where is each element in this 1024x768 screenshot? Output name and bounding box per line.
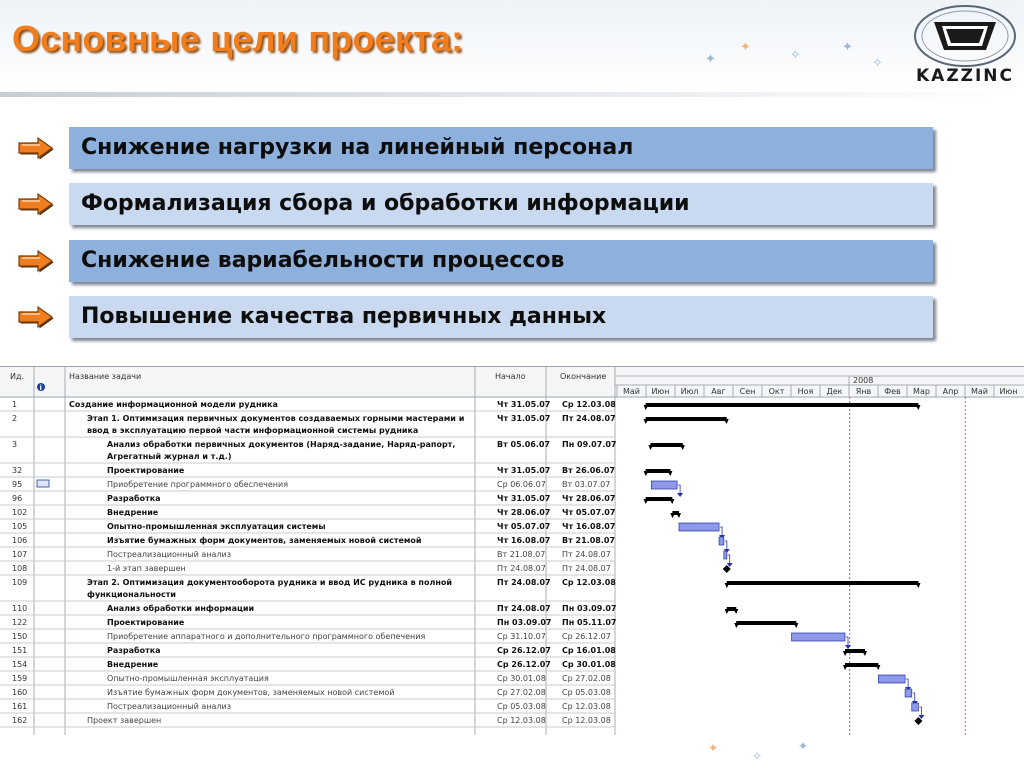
dependency-arrow — [678, 485, 680, 494]
summary-bar-cap — [915, 583, 920, 588]
row-id: 106 — [12, 536, 28, 545]
task-start-date: Чт 28.06.07 — [497, 508, 551, 517]
goal-item: Снижение нагрузки на линейный персонал — [69, 127, 933, 169]
sparkle-icon: ✦ — [740, 40, 751, 55]
summary-bar — [736, 621, 796, 625]
summary-bar-cap — [644, 405, 649, 410]
month-label: Июл — [680, 387, 699, 396]
task-name: Опытно-промышленная эксплуатация — [107, 674, 269, 683]
task-finish-date: Ср 30.01.08 — [562, 660, 616, 669]
month-label: Июн — [999, 387, 1018, 396]
task-name: Внедрение — [107, 508, 159, 517]
row-id: 2 — [12, 414, 18, 423]
task-start-date: Чт 31.05.07 — [497, 400, 551, 409]
month-label: Авг — [711, 387, 726, 396]
summary-bar-cap — [915, 405, 920, 410]
summary-bar-cap — [644, 471, 649, 476]
task-start-date: Пт 24.08.07 — [497, 604, 551, 613]
row-id: 102 — [12, 508, 28, 517]
task-finish-date: Ср 16.01.08 — [562, 646, 616, 655]
month-label: Апр — [942, 387, 959, 396]
task-finish-date: Ср 12.03.08 — [562, 578, 616, 587]
arrow-right-icon — [16, 192, 56, 216]
note-icon — [37, 480, 49, 487]
task-finish-date: Вт 21.08.07 — [562, 536, 615, 545]
row-id: 150 — [12, 632, 28, 641]
task-name: Этап 2. Оптимизация документооборота рудника и ввод ИС рудника в полной — [87, 578, 452, 587]
month-label: Май — [970, 387, 989, 396]
row-id: 154 — [12, 660, 28, 669]
summary-bar-cap — [724, 419, 729, 424]
month-label: Май — [622, 387, 641, 396]
task-start-date: Пн 03.09.07 — [497, 618, 552, 627]
task-start-date: Ср 05.03.08 — [497, 702, 546, 711]
row-id: 159 — [12, 674, 28, 683]
task-bar — [651, 481, 677, 489]
svg-text:✦: ✦ — [798, 739, 809, 753]
row-id: 3 — [12, 440, 18, 449]
task-bar — [792, 633, 845, 641]
column-header-id: Ид. — [10, 372, 25, 381]
task-name: Изъятие бумажных форм документов, заменяемых новой системой — [107, 536, 422, 545]
task-finish-date: Ср 12.03.08 — [562, 702, 611, 711]
task-name: Анализ обработки первичных документов (Наряд-задание, Наряд-рапорт, — [107, 440, 456, 449]
task-name-line2: ввод в эксплуатацию первой части информационной системы рудника — [87, 426, 419, 435]
task-finish-date: Вт 03.07.07 — [562, 480, 611, 489]
summary-bar-cap — [875, 665, 880, 670]
task-start-date: Ср 06.06.07 — [497, 480, 546, 489]
row-id: 95 — [12, 480, 23, 489]
summary-bar — [845, 649, 865, 653]
summary-bar-cap — [725, 609, 730, 614]
task-finish-date: Вт 26.06.07 — [562, 466, 615, 475]
row-id: 108 — [12, 564, 28, 573]
summary-bar — [646, 417, 727, 421]
summary-bar — [646, 469, 671, 473]
task-finish-date: Чт 05.07.07 — [562, 508, 616, 517]
sparkle-icon: ✧ — [872, 56, 883, 71]
task-name: Приобретение программного обеспечения — [107, 480, 289, 489]
page-title: Основные цели проекта: — [12, 18, 464, 59]
month-label: Мар — [913, 387, 930, 396]
task-start-date: Ср 31.10.07 — [497, 632, 546, 641]
row-id: 105 — [12, 522, 28, 531]
task-bar — [878, 675, 905, 683]
month-label: Фев — [884, 387, 901, 396]
task-start-date: Пт 24.08.07 — [497, 578, 551, 587]
task-start-date: Чт 05.07.07 — [497, 522, 551, 531]
gantt-chart — [0, 366, 1024, 735]
task-finish-date: Ср 05.03.08 — [562, 688, 611, 697]
task-finish-date: Пт 24.08.07 — [562, 564, 611, 573]
task-start-date: Вт 05.06.07 — [497, 440, 550, 449]
row-id: 96 — [12, 494, 23, 503]
row-id: 32 — [12, 466, 23, 475]
row-id: 151 — [12, 646, 28, 655]
task-name: Разработка — [107, 646, 161, 655]
month-label: Янв — [855, 387, 872, 396]
task-start-date: Чт 31.05.07 — [497, 466, 551, 475]
summary-bar-cap — [644, 419, 649, 424]
task-name-line2: функциональности — [87, 590, 176, 599]
dependency-arrow — [913, 693, 915, 702]
summary-bar-cap — [670, 513, 675, 518]
task-bar — [719, 537, 724, 545]
task-bar — [905, 689, 912, 697]
task-start-date: Ср 26.12.07 — [497, 646, 551, 655]
dependency-arrow — [919, 707, 921, 716]
task-name: Приобретение аппаратного и дополнительного программного обепечения — [107, 632, 426, 641]
header-divider — [0, 92, 1024, 97]
summary-bar — [646, 403, 919, 407]
task-name: Внедрение — [107, 660, 159, 669]
summary-bar-cap — [644, 499, 649, 504]
task-bar — [912, 703, 919, 711]
arrow-right-icon — [16, 249, 56, 273]
column-header-start: Начало — [495, 372, 526, 381]
dependency-arrow — [720, 527, 722, 536]
sparkle-icon: ✦ — [705, 52, 716, 67]
task-start-date: Чт 31.05.07 — [497, 414, 551, 423]
summary-bar — [727, 581, 919, 585]
dependency-arrowhead — [677, 493, 683, 497]
task-start-date: Вт 21.08.07 — [497, 550, 546, 559]
row-id: 160 — [12, 688, 28, 697]
task-name: Разработка — [107, 494, 161, 503]
dependency-arrow — [725, 541, 727, 550]
task-name: Постреализационный анализ — [107, 702, 231, 711]
task-finish-date: Пт 24.08.07 — [562, 414, 616, 423]
month-label: Сен — [739, 387, 756, 396]
summary-bar — [845, 663, 878, 667]
info-icon-label: i — [39, 384, 42, 392]
row-id: 1 — [12, 400, 18, 409]
summary-bar-cap — [648, 445, 653, 450]
task-finish-date: Ср 26.12.07 — [562, 632, 611, 641]
task-finish-date: Ср 12.03.08 — [562, 400, 616, 409]
summary-bar-cap — [669, 499, 674, 504]
task-finish-date: Пн 05.11.07 — [562, 618, 617, 627]
summary-bar-cap — [843, 651, 848, 656]
row-id: 109 — [12, 578, 28, 587]
goal-item: Снижение вариабельности процессов — [69, 240, 933, 282]
arrow-right-icon — [16, 305, 56, 329]
task-finish-date: Ср 12.03.08 — [562, 716, 611, 725]
task-name-line2: Агрегатный журнал и т.д.) — [107, 452, 232, 461]
svg-text:✧: ✧ — [752, 749, 763, 763]
dependency-arrow — [846, 637, 848, 646]
task-finish-date: Чт 16.08.07 — [562, 522, 616, 531]
month-label: Окт — [768, 387, 785, 396]
gantt-canvas — [0, 367, 1024, 735]
logo-text: KAZZINC — [915, 66, 1014, 86]
sparkle-icon: ✧ — [790, 48, 801, 63]
summary-bar-cap — [843, 665, 848, 670]
task-finish-date: Пн 03.09.07 — [562, 604, 617, 613]
summary-bar — [646, 497, 673, 501]
task-name: 1-й этап завершен — [107, 564, 186, 573]
row-id: 110 — [12, 604, 28, 613]
task-name: Изъятие бумажных форм документов, заменяемых новой системой — [107, 688, 395, 697]
goal-item: Формализация сбора и обработки информации — [69, 183, 933, 225]
summary-bar-cap — [676, 513, 681, 518]
column-header-name: Название задачи — [69, 372, 142, 381]
task-name: Этап 1. Оптимизация первичных документов создаваемых горными мастерами и — [87, 414, 465, 423]
task-start-date: Ср 12.03.08 — [497, 716, 546, 725]
month-label: Ноя — [797, 387, 814, 396]
summary-bar-cap — [667, 471, 672, 476]
arrow-right-icon — [16, 136, 56, 160]
row-id: 122 — [12, 618, 28, 627]
task-start-date: Ср 30.01.08 — [497, 674, 546, 683]
task-start-date: Ср 27.02.08 — [497, 688, 546, 697]
task-name: Проектирование — [107, 618, 185, 627]
task-bar — [679, 523, 719, 531]
task-start-date: Ср 26.12.07 — [497, 660, 551, 669]
row-id: 162 — [12, 716, 28, 725]
month-label: Июн — [651, 387, 670, 396]
summary-bar-cap — [680, 445, 685, 450]
year-label: 2008 — [853, 376, 874, 385]
column-header-finish: Окончание — [560, 372, 607, 381]
svg-text:✦: ✦ — [708, 741, 719, 755]
summary-bar-cap — [733, 609, 738, 614]
row-id: 161 — [12, 702, 28, 711]
task-name: Опытно-промышленная эксплуатация системы — [107, 522, 326, 531]
footer-decoration — [660, 736, 1024, 768]
summary-bar — [650, 443, 682, 447]
task-start-date: Чт 31.05.07 — [497, 494, 551, 503]
task-finish-date: Пт 24.08.07 — [562, 550, 611, 559]
task-name: Анализ обработки информации — [107, 604, 255, 613]
task-finish-date: Чт 28.06.07 — [562, 494, 616, 503]
task-name: Создание информационной модели рудника — [69, 400, 278, 409]
task-name: Проектирование — [107, 466, 185, 475]
task-start-date: Чт 16.08.07 — [497, 536, 551, 545]
month-label: Дек — [826, 387, 843, 396]
task-finish-date: Пн 09.07.07 — [562, 440, 617, 449]
summary-bar-cap — [793, 623, 798, 628]
summary-bar-cap — [862, 651, 867, 656]
sparkle-icon: ✦ — [842, 40, 853, 55]
task-name: Постреализационный анализ — [107, 550, 231, 559]
goal-item: Повышение качества первичных данных — [69, 296, 933, 338]
row-id: 107 — [12, 550, 28, 559]
task-name: Проект завершен — [87, 716, 162, 725]
dependency-arrow — [728, 555, 730, 564]
task-bar — [724, 551, 727, 559]
task-finish-date: Ср 27.02.08 — [562, 674, 611, 683]
dependency-arrow — [906, 679, 908, 688]
summary-bar-cap — [725, 583, 730, 588]
task-start-date: Пт 24.08.07 — [497, 564, 546, 573]
summary-bar-cap — [734, 623, 739, 628]
